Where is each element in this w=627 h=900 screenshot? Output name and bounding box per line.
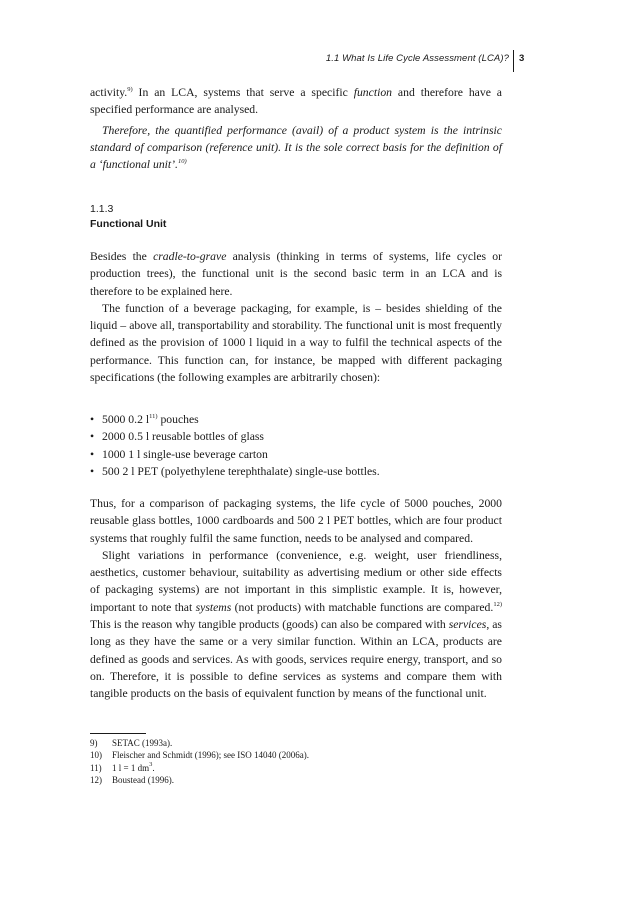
footnote-text: Fleischer and Schmidt (1996); see ISO 14040 (2006a). (112, 750, 309, 761)
text-run: 1000 1 l single-use beverage carton (102, 447, 268, 461)
text-run: In an LCA, systems that serve a specific (132, 86, 354, 99)
header-rule (513, 50, 514, 72)
section-title: Functional Unit (90, 218, 167, 230)
paragraph-4 (90, 547, 502, 703)
quote-text: Therefore, the quantified performance (avail) of a product system is the intrinsic standard of comparison (reference unit). It is the sole correct basis for the definition of a ‘functional unit’. (90, 123, 502, 172)
bullet-list (90, 411, 502, 480)
emphasis-cradle-to-grave: cradle-to-grave (153, 250, 227, 263)
text-run: 2000 0.5 l reusable bottles of glass (102, 430, 264, 444)
emphasis-systems: systems (195, 600, 232, 614)
functional-unit-block (90, 248, 502, 386)
bullet-glyph: • (90, 413, 95, 426)
bullet-glyph: • (90, 430, 95, 444)
footnotes (90, 737, 502, 787)
text-run: 5000 0.2 l (102, 413, 150, 426)
text-run: This is the reason why tangible products (goods) can also be compared with (90, 618, 449, 632)
footnote-9 (90, 737, 502, 749)
text-run: (not products) with matchable functions are compared. (231, 600, 494, 614)
paragraph-1 (90, 248, 502, 300)
superscript: 3 (149, 760, 153, 768)
text-run: . (152, 762, 155, 773)
bullet-glyph: • (90, 447, 95, 461)
comparison-block (90, 495, 502, 703)
text-run: Slight variations in performance (convenience, e.g. weight, user friendliness, aesthetics, customer behaviour, suitability as advertising medium or other side effects of packaging systems) are not important in this simplistic example. It is, however, important to note that (90, 548, 502, 614)
footnote-text: SETAC (1993a). (112, 738, 173, 748)
footnote-12 (90, 774, 502, 786)
text-run: Besides the (90, 250, 154, 263)
bullet-glyph: • (90, 464, 95, 478)
footnote-ref-10: 10) (177, 158, 187, 166)
footnote-number: 10) (90, 750, 102, 761)
footnote-text: Boustead (1996). (112, 775, 174, 786)
footnote-11 (90, 762, 502, 774)
list-item (90, 463, 502, 480)
footnote-ref-12: 12) (493, 600, 502, 608)
footnote-rule (90, 733, 146, 734)
list-item (90, 411, 502, 428)
quote-paragraph (90, 122, 502, 174)
text-run: 1 l = 1 dm (112, 762, 150, 773)
text-run: , as long as they have the same or a very similar function. Within an LCA, products are defined as goods and services. As with goods, services require energy, transport, and so on. Therefore, it is possible to define services as systems and compare them with tangible products on the basis of equivalent function by means of the functional unit. (90, 618, 502, 701)
footnote-number: 9) (90, 738, 98, 748)
footnote-number: 12) (90, 775, 102, 786)
text-run: pouches (157, 413, 199, 426)
footnote-ref-9: 9) (127, 86, 133, 93)
footnote-text (112, 762, 155, 774)
page-number: 3 (519, 53, 525, 64)
text-run: and therefore have a specified performance are analysed. (90, 86, 502, 117)
emphasis-function: function (353, 86, 393, 99)
running-head: 1.1 What Is Life Cycle Assessment (LCA)? (325, 53, 509, 64)
intro-paragraph (90, 84, 502, 119)
footnote-number: 11) (90, 762, 102, 773)
text-run: analysis (thinking in terms of systems, life cycles or production trees), the functional unit is the second basic term in an LCA and is therefore to be explained here. (90, 250, 503, 298)
text-run: 500 2 l PET (polyethylene terephthalate) single-use bottles. (102, 464, 380, 478)
list-item (90, 428, 502, 445)
paragraph-3: Thus, for a comparison of packaging systems, the life cycle of 5000 pouches, 2000 reusable glass bottles, 1000 cardboards and 500 2 l PET bottles, which are four product systems that roughly fulfil the same function, needs to be analysed and compared. (90, 497, 502, 545)
footnote-ref-11: 11) (149, 413, 158, 420)
bullet-block (90, 411, 502, 480)
text-run: activity. (90, 86, 128, 99)
intro-block (90, 84, 502, 173)
emphasis-services: services (448, 618, 487, 632)
section-number: 1.1.3 (90, 203, 114, 215)
paragraph-2: The function of a beverage packaging, for example, is – besides shielding of the liquid – above all, transportability and storability. The functional unit is most frequently defined as the provision of 1000 l liquid in a way to fulfil the technical aspects of the performance. This function can, for instance, be mapped with different packaging specifications (the following examples are arbitrarily chosen): (90, 301, 502, 385)
list-item (90, 446, 502, 463)
